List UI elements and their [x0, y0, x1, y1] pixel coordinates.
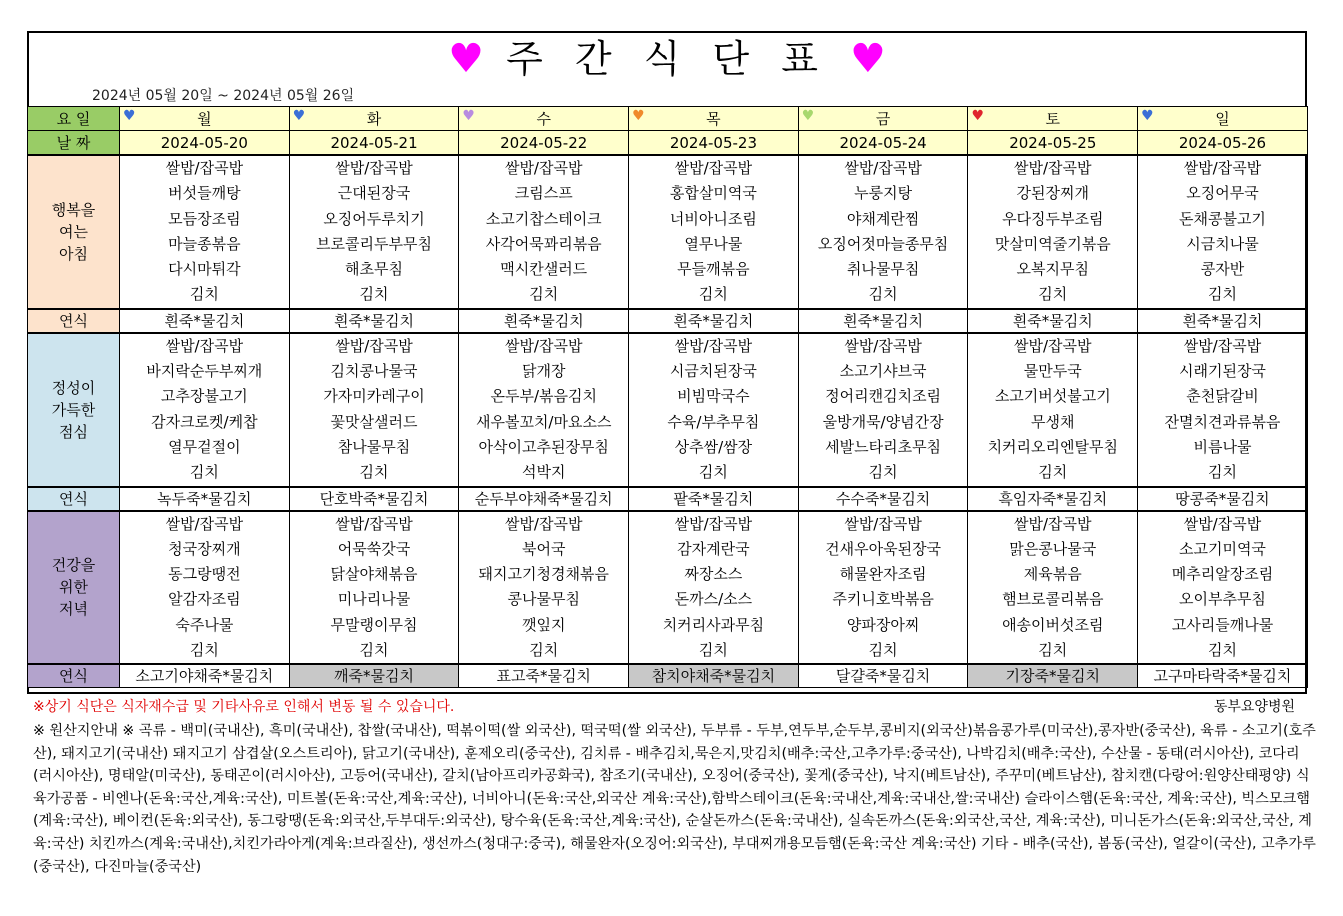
- menu-item: 수육/부추무침: [667, 412, 760, 431]
- breakfast_snack-label: 연식: [28, 309, 120, 333]
- menu-item: 춘천닭갈비: [1186, 387, 1259, 406]
- menu-item: 오징어젓마늘종무침: [817, 234, 949, 253]
- menu-item: 석박지: [521, 463, 566, 482]
- lunch-cell: [629, 333, 799, 487]
- menu-item: 짜장소스: [684, 565, 743, 584]
- snack-cell: 고구마타락죽*물김치: [1138, 664, 1308, 688]
- meal-label-line: 정성이: [51, 378, 96, 397]
- menu-item: 온두부/볶음김치: [490, 387, 597, 406]
- snack-cell: 땅콩죽*물김치: [1138, 487, 1308, 511]
- menu-item: 김치: [1038, 641, 1068, 660]
- menu-item: 다시마튀각: [168, 260, 241, 279]
- dinner-row: [28, 511, 1308, 665]
- menu-item: 치커리사과무침: [662, 615, 765, 634]
- day-header-1: [289, 107, 459, 131]
- snack-cell: 흰죽*물김치: [629, 309, 799, 333]
- menu-item: 쌀밥/잡곡밥: [504, 336, 583, 355]
- day-name: 월: [197, 110, 212, 128]
- snack-cell: 흰죽*물김치: [1138, 309, 1308, 333]
- dinner-cell: [120, 511, 290, 665]
- menu-item: 김치: [529, 285, 559, 304]
- menu-item: 열무겉절이: [168, 437, 241, 456]
- menu-item: 잔멸치견과류볶음: [1164, 412, 1281, 431]
- day-label: 요 일: [28, 107, 120, 131]
- menu-item: 시금치된장국: [669, 362, 757, 381]
- day-name: 토: [1045, 110, 1061, 128]
- menu-item: 쌀밥/잡곡밥: [1014, 514, 1092, 533]
- snack-cell: 흑임자죽*물김치: [968, 487, 1138, 511]
- menu-item: 맥시칸샐러드: [500, 260, 588, 279]
- meal-label-line: 여는: [59, 222, 88, 241]
- snack-cell: 수수죽*물김치: [798, 487, 968, 511]
- menu-item: 가자미카레구이: [323, 387, 425, 406]
- day-header-5: [968, 107, 1138, 131]
- menu-item: 김치: [359, 285, 389, 304]
- snack-cell: 흰죽*물김치: [289, 309, 459, 333]
- dinner_snack-row: [28, 664, 1308, 688]
- menu-item: 쌀밥/잡곡밥: [674, 159, 753, 177]
- menu-item: 맑은콩나물국: [1009, 539, 1097, 558]
- menu-item: 울방개묵/양념간장: [822, 412, 944, 431]
- menu-item: 너비아니조림: [669, 209, 757, 228]
- flower-icon: ♥: [971, 108, 984, 124]
- menu-item: 바지락순두부찌개: [146, 362, 263, 381]
- snack-cell: 흰죽*물김치: [968, 309, 1138, 333]
- menu-item: 무생채: [1031, 412, 1075, 431]
- snack-cell: 순두부야채죽*물김치: [459, 487, 629, 511]
- menu-item: 비름나물: [1193, 437, 1252, 456]
- dinner-cell: [289, 511, 459, 665]
- lunch-cell: [120, 333, 290, 487]
- menu-item: 근대된장국: [337, 184, 411, 203]
- menu-item: 김치: [868, 285, 898, 304]
- menu-item: 참나물무침: [337, 437, 411, 456]
- menu-item: 쌀밥/잡곡밥: [1014, 159, 1092, 177]
- breakfast-row: [28, 155, 1308, 309]
- menu-item: 비빔막국수: [677, 387, 750, 406]
- menu-item: 제육볶음: [1023, 565, 1082, 584]
- date-cell: 2024-05-21: [289, 131, 459, 156]
- breakfast-cell: [798, 155, 968, 309]
- date-cell: 2024-05-20: [120, 131, 290, 156]
- menu-item: 아삭이고추된장무침: [478, 437, 609, 456]
- menu-item: 무말랭이무침: [330, 615, 418, 634]
- meal-label-line: 행복을: [51, 200, 96, 219]
- day-header-3: [629, 107, 799, 131]
- weekly-menu-table: [27, 106, 1308, 688]
- dinner-cell: [798, 511, 968, 665]
- menu-item: 돼지고기청경채볶음: [478, 565, 609, 584]
- date-cell: 2024-05-26: [1138, 131, 1308, 156]
- menu-item: 오복지무침: [1016, 260, 1089, 279]
- menu-item: 쌀밥/잡곡밥: [335, 159, 413, 177]
- lunch-cell: [289, 333, 459, 487]
- snack-cell: 흰죽*물김치: [459, 309, 629, 333]
- snack-cell: 녹두죽*물김치: [120, 487, 290, 511]
- snack-cell: 달걀죽*물김치: [798, 664, 968, 688]
- menu-item: 김치: [698, 285, 728, 304]
- date-cell: 2024-05-25: [968, 131, 1138, 156]
- menu-item: 취나물무침: [846, 260, 920, 279]
- snack-cell: 팥죽*물김치: [629, 487, 799, 511]
- menu-item: 쌀밥/잡곡밥: [335, 514, 413, 533]
- menu-item: 김치: [529, 641, 559, 660]
- menu-item: 미나리나물: [337, 590, 411, 609]
- snack-cell: 흰죽*물김치: [798, 309, 968, 333]
- dinner-cell: [459, 511, 629, 665]
- menu-item: 쌀밥/잡곡밥: [674, 514, 753, 533]
- flower-icon: ♥: [292, 108, 306, 124]
- day-row: [28, 107, 1308, 131]
- menu-item: 알감자조림: [168, 590, 241, 609]
- menu-item: 강된장찌개: [1016, 184, 1089, 203]
- menu-item: 쌀밥/잡곡밥: [844, 159, 922, 177]
- menu-item: 소고기버섯불고기: [994, 387, 1111, 406]
- menu-item: 소고기찹스테이크: [485, 209, 602, 228]
- menu-item: 메추리알장조림: [1171, 565, 1274, 584]
- flower-icon: ♥: [462, 108, 475, 124]
- title-text: 주 간 식 단 표: [506, 37, 828, 81]
- menu-item: 김치: [1207, 285, 1237, 304]
- day-header-0: [120, 107, 290, 131]
- lunch_snack-row: [28, 487, 1308, 511]
- menu-item: 김치: [189, 285, 219, 304]
- menu-item: 김치: [698, 641, 728, 660]
- menu-item: 쌀밥/잡곡밥: [504, 514, 583, 533]
- menu-item: 홍합살미역국: [669, 184, 757, 203]
- menu-item: 건새우아욱된장국: [825, 539, 942, 558]
- menu-item: 쌀밥/잡곡밥: [165, 336, 244, 355]
- dinner-cell: [1138, 511, 1308, 665]
- menu-item: 주키니호박볶음: [832, 590, 934, 609]
- heart-icon: ♥: [448, 36, 484, 82]
- origin-info: ※ 원산지안내 ※ 곡류 - 백미(국내산), 흑미(국내산), 찹쌀(국내산), 떡볶이떡(쌀 외국산), 떡국떡(쌀 외국산), 두부류 - 두부,연두부,순두부,콩비지(외국산)볶음콩가루(미국산),콩자반(중국산), 육류 - 소고기(호주산), 돼지고기(국내산) 돼지고기 삼겹살(오스트리아), 닭고기(국내산), 훈제오리(중국산), 김치류 - 배추김치,묵은지,맛김치(배추:국산,고추가루:중국산), 나박김치(배추:국산), 수산물 - 동태(러시아산), 코다리(러시아산), 명태알(미국산), 동태곤이(러시아산), 고등어(국내산), 갈치(남아프리카공화국), 참조기(국내산), 오징어(중국산), 꽃게(중국산), 낙지(베트남산), 주꾸미(베트남산), 참치캔(다랑어:원양산태평양) 식육가공품 - 비엔나(돈육:국산,계육:국산), 미트볼(돈육:국산,계육:국산), 너비아니(돈육:국산,외국산 계육:국산),함박스테이크(돈육:국내산,계육:국내산,쌀:국내산) 슬라이스햄(돈육:국산, 계육:국산), 빅스모크햄(계육:국산), 베이컨(돈육:외국산), 동그랑땡(돈육:외국산,두부대두:외국산), 탕수육(돈육:국산,계육:국산), 순살돈까스(돈육:국내산), 실속돈까스(돈육:외국산,국산, 계육:국산), 미니돈가스(돈육:외국산,국산, 계육:국산) 치킨까스(계육:국내산),치킨가라아게(계육:브라질산), 생선까스(청대구:중국), 해물완자(오징어:외국산), 부대찌개용모듬햄(돈육:국산 계육:국산) 기타 - 배추(국산), 봄동(국산), 얼갈이(국산), 고추가루(중국산), 다진마늘(중국산): [33, 723, 1316, 875]
- menu-item: 콩자반: [1200, 260, 1245, 279]
- menu-item: 소고기샤브국: [839, 362, 927, 381]
- menu-item: 쌀밥/잡곡밥: [1183, 159, 1262, 177]
- menu-item: 오징어무국: [1186, 184, 1259, 203]
- menu-item: 닭살야채볶음: [330, 565, 418, 584]
- day-name: 일: [1215, 110, 1230, 128]
- menu-item: 쌀밥/잡곡밥: [1183, 514, 1262, 533]
- menu-item: 햄브로콜리볶음: [1002, 590, 1104, 609]
- menu-item: 김치: [1038, 463, 1068, 482]
- menu-item: 애송이버섯조림: [1002, 615, 1104, 634]
- meal-label-line: 아침: [59, 244, 88, 263]
- dinner-cell: [968, 511, 1138, 665]
- menu-item: 해물완자조림: [839, 565, 927, 584]
- menu-item: 김치: [1207, 463, 1237, 482]
- menu-item: 물만두국: [1023, 362, 1082, 381]
- snack-cell: 표고죽*물김치: [459, 664, 629, 688]
- menu-item: 마늘종볶음: [168, 234, 241, 253]
- meal-label-line: 가득한: [51, 400, 96, 419]
- lunch-label: [28, 333, 120, 487]
- menu-item: 맛살미역줄기볶음: [994, 234, 1111, 253]
- day-header-2: [459, 107, 629, 131]
- menu-item: 김치: [359, 641, 389, 660]
- date-label: 날 짜: [28, 131, 120, 156]
- day-header-4: [798, 107, 968, 131]
- date-cell: 2024-05-22: [459, 131, 629, 156]
- flower-icon: ♥: [1141, 108, 1154, 124]
- menu-item: 정어리캔김치조림: [825, 387, 942, 406]
- menu-item: 우다징두부조림: [1002, 209, 1104, 228]
- breakfast_snack-row: [28, 309, 1308, 333]
- menu-item: 해초무침: [345, 260, 404, 279]
- menu-item: 브로콜리두부무침: [316, 234, 432, 253]
- menu-item: 꽃맛살샐러드: [330, 412, 418, 431]
- menu-item: 청국장찌개: [168, 539, 241, 558]
- lunch_snack-label: 연식: [28, 487, 120, 511]
- breakfast-cell: [289, 155, 459, 309]
- menu-item: 치커리오리엔탈무침: [987, 437, 1118, 456]
- lunch-row: [28, 333, 1308, 487]
- menu-item: 깻잎지: [521, 615, 566, 634]
- menu-item: 세발느타리초무침: [825, 437, 942, 456]
- menu-item: 김치콩나물국: [330, 362, 418, 381]
- menu-item: 김치: [868, 641, 898, 660]
- breakfast-cell: [968, 155, 1138, 309]
- menu-item: 상추쌈/쌈장: [674, 437, 753, 456]
- dinner_snack-label: 연식: [28, 664, 120, 688]
- menu-item: 어묵쑥갓국: [337, 539, 411, 558]
- menu-item: 쌀밥/잡곡밥: [844, 336, 922, 355]
- menu-item: 숙주나물: [175, 615, 234, 634]
- menu-item: 무들깨볶음: [677, 260, 750, 279]
- menu-item: 쌀밥/잡곡밥: [1183, 336, 1262, 355]
- snack-cell: 단호박죽*물김치: [289, 487, 459, 511]
- menu-item: 모듬장조림: [168, 209, 241, 228]
- date-cell: 2024-05-24: [798, 131, 968, 156]
- lunch-cell: [968, 333, 1138, 487]
- menu-item: 김치: [359, 463, 389, 482]
- menu-item: 쌀밥/잡곡밥: [674, 336, 753, 355]
- menu-item: 돈채콩불고기: [1178, 209, 1266, 228]
- menu-item: 고사리들깨나물: [1171, 615, 1274, 634]
- date-range: 2024년 05월 20일 ~ 2024년 05월 26일: [92, 88, 355, 104]
- breakfast-cell: [629, 155, 799, 309]
- flower-icon: ♥: [123, 108, 136, 124]
- snack-cell: 기장죽*물김치: [968, 664, 1138, 688]
- snack-cell: 참치야채죽*물김치: [629, 664, 799, 688]
- menu-item: 열무나물: [684, 234, 743, 253]
- title-area: [29, 33, 1305, 105]
- menu-item: 감자계란국: [677, 539, 750, 558]
- page-title: [29, 35, 1305, 83]
- menu-item: 소고기미역국: [1178, 539, 1266, 558]
- meal-label-line: 저녁: [59, 600, 88, 619]
- lunch-cell: [1138, 333, 1308, 487]
- menu-item: 오징어두루치기: [323, 209, 425, 228]
- meal-label-line: 점심: [59, 422, 88, 441]
- menu-item: 쌀밥/잡곡밥: [1014, 336, 1092, 355]
- menu-item: 쌀밥/잡곡밥: [844, 514, 922, 533]
- lunch-cell: [459, 333, 629, 487]
- menu-item: 고추장불고기: [160, 387, 248, 406]
- menu-item: 시래기된장국: [1178, 362, 1266, 381]
- menu-item: 쌀밥/잡곡밥: [335, 336, 413, 355]
- menu-item: 감자크로켓/케찹: [151, 412, 258, 431]
- date-cell: 2024-05-23: [629, 131, 799, 156]
- menu-item: 시금치나물: [1186, 234, 1259, 253]
- menu-item: 쌀밥/잡곡밥: [504, 159, 583, 177]
- menu-item: 북어국: [521, 539, 566, 558]
- menu-item: 쌀밥/잡곡밥: [165, 514, 244, 533]
- menu-item: 양파장아찌: [846, 615, 920, 634]
- meal-label-line: 건강을: [51, 556, 96, 575]
- dinner-cell: [629, 511, 799, 665]
- day-name: 화: [366, 110, 382, 128]
- day-name: 수: [536, 110, 551, 128]
- snack-cell: 소고기야채죽*물김치: [120, 664, 290, 688]
- day-name: 목: [706, 110, 721, 128]
- change-notice: ※상기 식단은 식자재수급 및 기타사유로 인해서 변동 될 수 있습니다.: [33, 699, 455, 715]
- date-row: [28, 131, 1308, 156]
- snack-cell: 깨죽*물김치: [289, 664, 459, 688]
- menu-item: 김치: [698, 463, 728, 482]
- lunch-cell: [798, 333, 968, 487]
- menu-item: 야채계란찜: [846, 209, 920, 228]
- menu-item: 오이부추무침: [1178, 590, 1266, 609]
- menu-item: 버섯들깨탕: [168, 184, 241, 203]
- menu-item: 김치: [1038, 285, 1068, 304]
- menu-item: 닭개장: [521, 362, 566, 381]
- menu-item: 돈까스/소스: [674, 590, 753, 609]
- flower-icon: ♥: [801, 108, 815, 124]
- day-header-6: [1138, 107, 1308, 131]
- breakfast-label: [28, 155, 120, 309]
- heart-icon: ♥: [850, 36, 886, 82]
- meal-label-line: 위한: [59, 578, 88, 597]
- flower-icon: ♥: [632, 108, 645, 124]
- menu-item: 누룽지탕: [854, 184, 913, 203]
- menu-item: 콩나물무침: [507, 590, 580, 609]
- menu-item: 사각어묵꽈리볶음: [485, 234, 602, 253]
- breakfast-cell: [459, 155, 629, 309]
- hospital-name: 동부요양병원: [1213, 699, 1295, 715]
- menu-item: 김치: [1207, 641, 1237, 660]
- menu-item: 동그랑땡전: [168, 565, 241, 584]
- breakfast-cell: [120, 155, 290, 309]
- menu-item: 쌀밥/잡곡밥: [165, 159, 244, 177]
- menu-item: 새우볼꼬치/마요소스: [475, 412, 612, 431]
- day-name: 금: [875, 110, 891, 128]
- menu-item: 김치: [189, 641, 219, 660]
- menu-item: 김치: [868, 463, 898, 482]
- snack-cell: 흰죽*물김치: [120, 309, 290, 333]
- breakfast-cell: [1138, 155, 1308, 309]
- menu-item: 김치: [189, 463, 219, 482]
- dinner-label: [28, 511, 120, 665]
- menu-item: 크림스프: [514, 184, 573, 203]
